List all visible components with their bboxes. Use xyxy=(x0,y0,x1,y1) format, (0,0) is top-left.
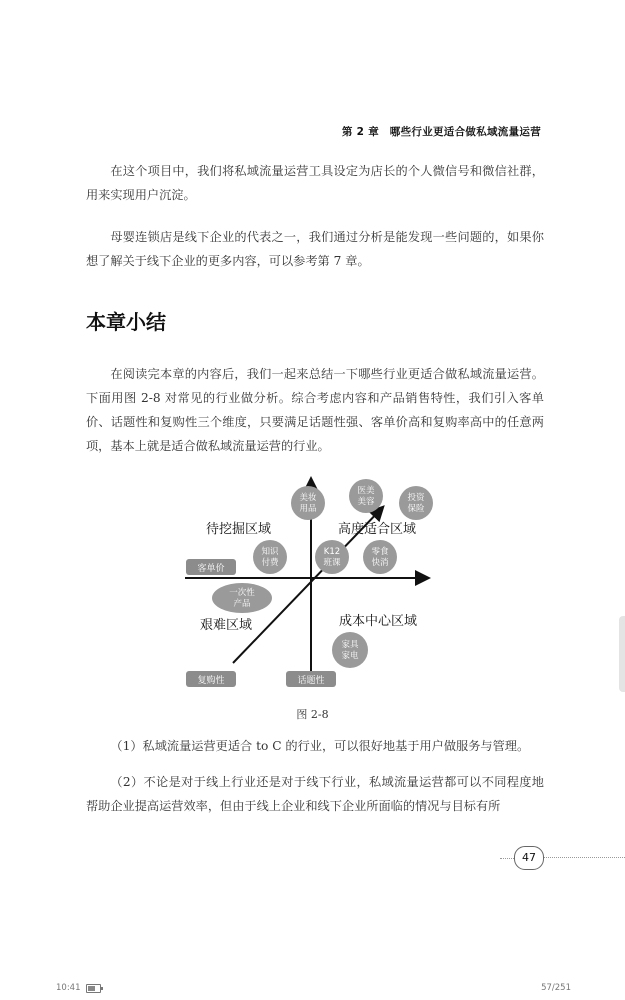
svg-text:话题性: 话题性 xyxy=(297,676,325,686)
region-label-top-right: 高度适合区域 xyxy=(338,522,417,537)
bubble-snacks-fmcg xyxy=(363,540,397,574)
running-header: 第 2 章 哪些行业更适合做私域流量运营 xyxy=(341,126,541,138)
page-turn-tab[interactable] xyxy=(619,616,625,692)
region-label-top-left: 待挖掘区域 xyxy=(206,522,272,537)
section-title: 本章小结 xyxy=(86,310,166,334)
svg-text:K12: K12 xyxy=(323,547,341,557)
region-label-bottom-left: 艰难区域 xyxy=(200,618,253,633)
page-number: 47 xyxy=(514,846,544,870)
axis-tag-repurchase xyxy=(186,671,236,687)
svg-text:美妆: 美妆 xyxy=(299,493,317,503)
svg-text:快消: 快消 xyxy=(371,558,389,568)
svg-text:客单价: 客单价 xyxy=(197,564,225,574)
bubble-knowledge-paid xyxy=(253,540,287,574)
svg-text:医美: 医美 xyxy=(357,486,375,496)
svg-text:家电: 家电 xyxy=(341,651,359,661)
svg-text:家具: 家具 xyxy=(341,640,359,650)
reading-progress: 57/251 xyxy=(541,983,571,993)
svg-text:知识: 知识 xyxy=(261,547,279,557)
quadrant-diagram xyxy=(180,474,450,694)
bubble-medical-beauty xyxy=(349,479,383,513)
svg-text:班课: 班课 xyxy=(323,558,341,568)
axis-tag-topic xyxy=(286,671,336,687)
bubble-beauty-products xyxy=(291,486,325,520)
page-number-rule xyxy=(540,857,625,858)
paragraph-5: （2）不论是对于线上行业还是对于线下行业，私域流量运营都可以不同程度地帮助企业提高运营效率，但由于线上企业和线下企业所面临的情况与目标有所 xyxy=(86,775,544,813)
paragraph-3: 在阅读完本章的内容后，我们一起来总结一下哪些行业更适合做私域流量运营。下面用图 2-8 对常见的行业做分析。综合考虑内容和产品销售特性，我们引入客单价、话题性和复购性三个维度，只要满足话题性强、客单价高和复购率高中的任意两项，基本上就是适合做私域流量运营的行业。 xyxy=(86,367,544,453)
svg-text:付费: 付费 xyxy=(261,558,279,568)
figure-2-8 xyxy=(180,474,450,694)
page-number-badge xyxy=(500,846,625,870)
paragraph-1: 在这个项目中，我们将私域流量运营工具设定为店长的个人微信号和微信社群，用来实现用户沉淀。 xyxy=(86,164,544,202)
battery-icon xyxy=(86,984,101,993)
bubble-k12-classes xyxy=(315,540,349,574)
figure-caption: 图 2-8 xyxy=(296,708,329,721)
paragraph-4: （1）私域流量运营更适合 to C 的行业，可以很好地基于用户做服务与管理。 xyxy=(110,739,530,753)
svg-text:美容: 美容 xyxy=(357,497,375,507)
axis-tag-price xyxy=(186,559,236,575)
bubble-furniture-appliances xyxy=(332,632,368,668)
svg-text:用品: 用品 xyxy=(299,504,317,514)
page-number-rule-left xyxy=(500,858,514,859)
svg-text:产品: 产品 xyxy=(233,599,251,609)
region-label-bottom-right: 成本中心区域 xyxy=(339,614,418,629)
svg-text:投资: 投资 xyxy=(407,493,425,503)
svg-text:复购性: 复购性 xyxy=(197,676,225,686)
paragraph-2: 母婴连锁店是线下企业的代表之一，我们通过分析是能发现一些问题的，如果你想了解关于线下企业的更多内容，可以参考第 7 章。 xyxy=(86,230,544,268)
status-time: 10:41 xyxy=(56,983,81,993)
bubble-investment-insurance xyxy=(399,486,433,520)
svg-text:零食: 零食 xyxy=(371,547,389,557)
svg-text:保险: 保险 xyxy=(407,504,425,514)
svg-text:一次性: 一次性 xyxy=(229,588,255,598)
bubble-one-time-products xyxy=(212,583,272,613)
